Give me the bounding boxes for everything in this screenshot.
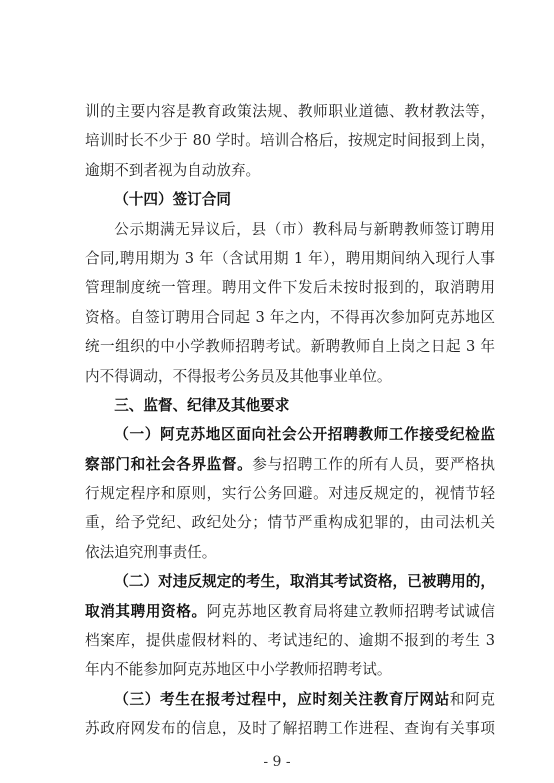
body-line (85, 714, 495, 743)
line-text: 和阿克 (449, 690, 495, 708)
body-line (85, 685, 495, 714)
line-text: 行规定程序和原则，实行公务回避。对违反规定的，视情节轻 (85, 485, 495, 503)
line-text: 资格。自签订聘用合同起 3 年之内，不得再次参加阿克苏地区 (85, 308, 495, 326)
body-line (85, 597, 495, 626)
line-text: 培训时长不少于 80 学时。培训合格后，按规定时间报到上岗， (85, 132, 495, 150)
body-line (85, 508, 495, 537)
line-text: 合同,聘用期为 3 年（含试用期 1 年），聘用期间纳入现行人事 (85, 249, 495, 267)
bold-text: （一）阿克苏地区面向社会公开招聘教师工作接受纪检监 (114, 426, 495, 444)
body-line (85, 273, 495, 302)
bold-text: （十四）签订合同 (114, 191, 231, 209)
body-line (85, 655, 495, 684)
body-line (85, 244, 495, 273)
line-text: 统一组织的中小学教师招聘考试。新聘教师自上岗之日起 3 年 (85, 338, 495, 356)
section-heading-3 (85, 391, 495, 420)
body-line (85, 215, 495, 244)
body-line (85, 450, 495, 479)
line-text: 训的主要内容是教育政策法规、教师职业道德、教材教法等， (85, 103, 495, 120)
line-text: 公示期满无异议后，县（市）教科局与新聘教师签订聘用 (114, 220, 495, 238)
line-text: 参与招聘工作的所有人员，要严格执 (252, 455, 495, 473)
line-text: 重，给予党纪、政纪处分；情节严重构成犯罪的，由司法机关 (85, 514, 495, 532)
line-text: 苏政府网发布的信息，及时了解招聘工作进程、查询有关事项 (85, 720, 495, 738)
line-text: 依法追究刑事责任。 (85, 543, 217, 561)
body-line (85, 97, 495, 126)
line-text: 档案库，提供虚假材料的、考试违纪的、逾期不报到的考生 3 (85, 632, 495, 650)
bold-text: 取消其聘用资格。 (85, 602, 207, 620)
heading-text: 三、监督、纪律及其他要求 (114, 396, 290, 414)
body-line (85, 362, 495, 391)
body-line (85, 626, 495, 655)
line-text: 阿克苏地区教育局将建立教师招聘考试诚信 (206, 602, 495, 620)
page-number: - 9 - (263, 754, 291, 770)
body-line (85, 126, 495, 155)
bold-text: （三）考生在报考过程中，应时刻关注教育厅网站 (114, 690, 450, 708)
line-text: 年内不能参加阿克苏地区中小学教师招聘考试。 (85, 661, 392, 679)
line-text: 管理制度统一管理。聘用文件下发后未按时报到的，取消聘用 (85, 279, 495, 297)
body-line (85, 332, 495, 361)
bold-text: 察部门和社会各界监督。 (85, 455, 253, 473)
line-text: 逾期不到者视为自动放弃。 (85, 161, 261, 179)
body-line (85, 479, 495, 508)
section-heading-14 (85, 185, 495, 214)
bold-text: （二）对违反规定的考生，取消其考试资格，已被聘用的， (114, 573, 495, 591)
body-line (85, 420, 495, 449)
body-line (85, 538, 495, 567)
body-line (85, 567, 495, 596)
body-line (85, 303, 495, 332)
document-body (85, 97, 495, 744)
line-text: 内不得调动，不得报考公务员及其他事业单位。 (85, 367, 392, 385)
body-line (85, 156, 495, 185)
